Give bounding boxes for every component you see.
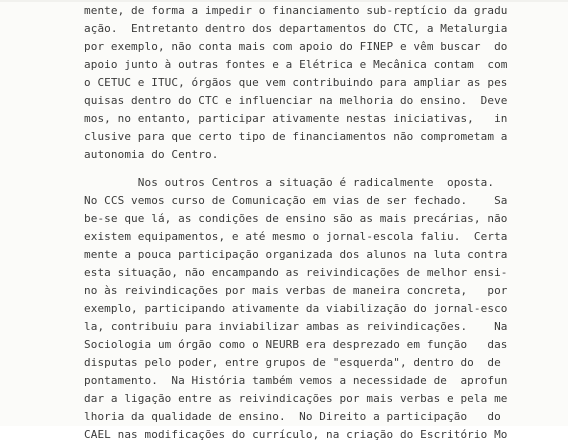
text-line: mente, de forma a impedir o financiamento sub-reptício da gradu: [84, 4, 508, 17]
text-line: la, contribuiu para inviabilizar ambas as reivindicações. Na: [84, 320, 508, 333]
text-line: disputas pelo poder, entre grupos de "esquerda", dentro do de: [84, 356, 501, 369]
text-line: dar a ligação entre as reivindicações por mais verbas e pela me: [84, 392, 508, 405]
text-line: apoio junto à outras fontes e a Elétrica e Mecânica contam com: [84, 58, 508, 71]
text-line: por exemplo, não conta mais com apoio do FINEP e vêm buscar do: [84, 40, 508, 53]
text-line: existem equipamentos, e até mesmo o jornal-escola faliu. Certa: [84, 230, 508, 243]
text-line: CAEL nas modificações do currículo, na criação do Escritório Mo: [84, 428, 508, 441]
text-line: Sociologia um órgão como o NEURB era desprezado em função das: [84, 338, 508, 351]
text-line: esta situação, não encampando as reivindicações de melhor ensi-: [84, 266, 508, 279]
text-line: Nos outros Centros a situação é radicalmente oposta.: [84, 176, 495, 189]
page-edge: [0, 0, 568, 2]
text-line: No CCS vemos curso de Comunicação em vias de ser fechado. Sa: [84, 194, 508, 207]
text-line: be-se que lá, as condições de ensino são as mais precárias, não: [84, 212, 508, 225]
text-line: pontamento. Na História também vemos a necessidade de aprofun: [84, 374, 508, 387]
text-line: clusive para que certo tipo de financiamentos não comprometam a: [84, 130, 508, 143]
text-line: mos, no entanto, participar ativamente nestas iniciativas, in: [84, 112, 508, 125]
text-line: quisas dentro do CTC e influenciar na melhoria do ensino. Deve: [84, 94, 508, 107]
text-line: o CETUC e ITUC, órgãos que vem contribuindo para ampliar as pes: [84, 76, 508, 89]
text-line: ação. Entretanto dentro dos departamentos do CTC, a Metalurgia: [84, 22, 508, 35]
text-line: mente a pouca participação organizada dos alunos na luta contra: [84, 248, 508, 261]
text-line: no às reivindicações por mais verbas de maneira concreta, por: [84, 284, 508, 297]
text-line: lhoria da qualidade de ensino. No Direito a participação do: [84, 410, 501, 423]
text-line: autonomia do Centro.: [84, 148, 219, 161]
text-line: exemplo, participando ativamente da viabilização do jornal-esco: [84, 302, 508, 315]
